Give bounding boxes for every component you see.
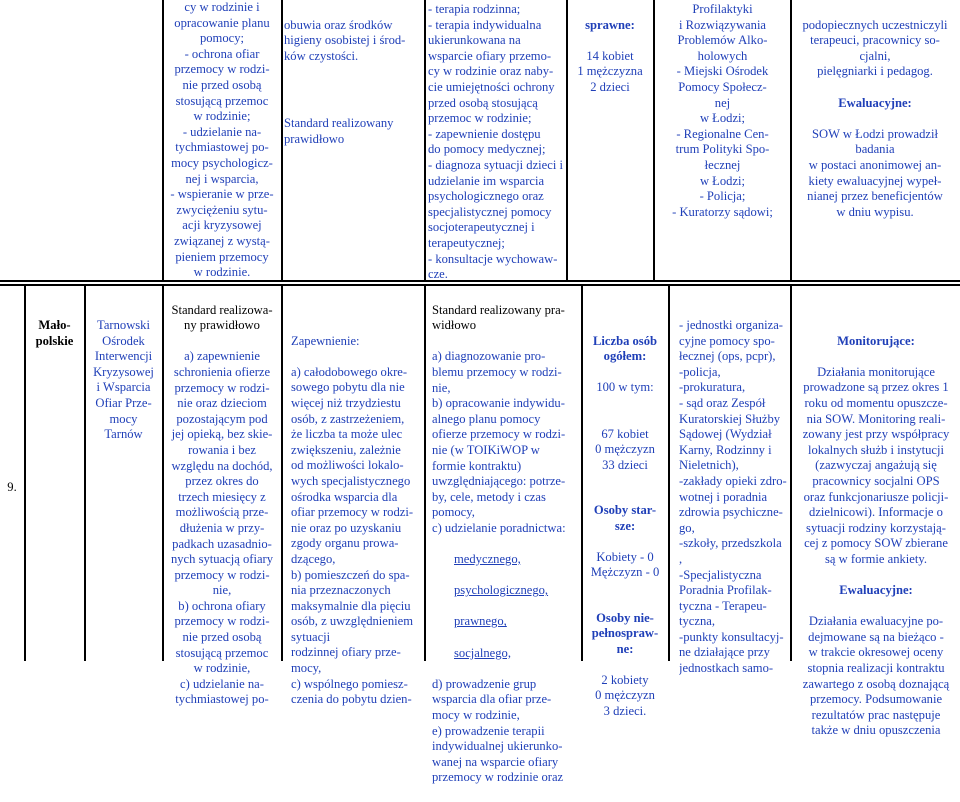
disabled-label: Osoby nie- pełnospraw- ne:: [591, 610, 659, 656]
shelter-standard-items: a) zapewnienie schronienia ofierze przemocy w rodzi- nie oraz dzieciom pozostającym pod jej opieką, bez skie- rowania i bez względu na dochód, przez okres do trzech miesięcy z możliwością prze- dłużenia w przy- padkach uzasadnio- nych sytuacją ofiary przemocy w rodzi- nie, b) ochrona ofiary przemocy w rodzi- nie przed osobą stosującą przemoc w rodzinie, c) udzielanie na- tychmiastowej po-: [170, 349, 274, 707]
partner-institutions: Profilaktyki i Rozwiązywania Problemów Alko- holowych - Miejski Ośrodek Pomocy Społecz- nej w Łodzi; - Regionalne Cen- trum Polityki Spo- łecznej w Łodzi; - Policja; - Kuratorzy sądowi;: [672, 2, 773, 219]
evaluation-description: SOW w Łodzi prowadził badania w postaci anonimowej an- kiety ewaluacyjnej wypeł- nianej przez beneficjentów w dniu wypisu.: [807, 126, 943, 219]
evaluation-label: Ewaluacyjne:: [838, 95, 912, 110]
living-conditions-heading: Zapewnienie:: [291, 333, 360, 348]
total-value: 100 w tym:: [596, 380, 654, 395]
clothing-hygiene-text: [284, 2, 422, 163]
recipients-count: [568, 2, 652, 111]
col-line-3: [424, 0, 426, 280]
objectives-text: cy w rodzinie i opracowanie planu pomocy; - ochrona ofiar przemocy w rodzi- nie przed osobą stosującą przemoc w rodzinie; - udzielanie na- tychmiastowej po- mocy psychologicz- nej i wsparcia, - wspieranie w prze- zwyciężeniu sytu- acji kryzysowej związanej z wystą- pieniem przemocy w rodzinie.: [170, 0, 274, 280]
monitoring-text: Działania monitorujące prowadzone są przez okres 1 roku od momentu opuszcze- nia SOW. Monitoring reali- zowany jest przy współpracy lokalnych służb i instytucji (zazwyczaj angażują się pracownicy socjalni OPS oraz funkcjonariusze policji- dzielnicowi). Informacje o sytuacji rodziny korzystają- cej z pomocy SOW zbierane są w formie ankiety.: [802, 364, 950, 566]
services-standard-status: Standard realizowany pra- widłowo: [432, 302, 565, 333]
disabled-values: 2 kobiety 0 mężczyzn 3 dzieci.: [595, 672, 655, 719]
col-line-b3: [281, 284, 283, 661]
services-standard: [432, 287, 580, 802]
services-list: - terapia rodzinna; - terapia indywidualna ukierunkowana na wsparcie ofiary przemo- cy w rodzinie oraz naby- cie umiejętności ochrony przed osobą stosującą przemoc w rodzinie; - zapewnienie dostępu do pomocy medycznej; - diagnoza sytuacji dzieci i udzielanie im wsparcia psychologicznego oraz specjalistycznej pomocy socjoterapeutycznej i terapeutycznej; - konsultacje wychowaw- cze.: [428, 2, 563, 282]
row-number: 9.: [7, 480, 17, 494]
col-line-5: [653, 0, 655, 280]
beneficiary-counts: [583, 318, 667, 735]
row-separator: [0, 284, 960, 286]
partner-institutions-9: - jednostki organiza- cyjne pomocy spo- łecznej (ops, pcpr), -policja, -prokuratura, - sąd oraz Zespół Kuratorskiej Służby Sądowej (Wydział Karny, Rodzinny i Nieletnich), -zakłady opieki zdro- wotnej i poradnia zdrowia psychiczne- go, -szkoły, przedszkola , -Specjalistyczna Poradnia Profilak- tyczna - Terapeu- tyczna, -punkty konsultacyj- ne działające przy jednostkach samo-: [679, 318, 787, 676]
older-label: Osoby star- sze:: [593, 502, 657, 533]
services-counselling-item: psychologicznego,: [454, 583, 549, 598]
recipients-values: 14 kobiet 1 mężczyzna 2 dzieci: [577, 48, 643, 94]
recipients-label: sprawne:: [585, 17, 635, 32]
total-breakdown: 67 kobiet 0 mężczyzn 33 dzieci: [595, 426, 655, 472]
col-line-b7: [790, 284, 792, 661]
monitoring-label: Monitorujące:: [837, 333, 915, 348]
standard-status: Standard realizowany prawidłowo: [284, 115, 394, 146]
shelter-standard-status: Standard realizowa- ny prawidłowo: [171, 302, 273, 333]
evaluation-text: [792, 2, 958, 236]
col-line-2: [281, 0, 283, 280]
col-line-b4: [424, 284, 426, 661]
evaluation-label-9: Ewaluacyjne:: [839, 583, 913, 598]
total-label: Liczba osób ogółem:: [592, 333, 658, 364]
evaluation-text-9: Działania ewaluacyjne po- dejmowane są na bieżąco - w trakcie okresowej oceny stopnia realizacji kontraktu zawartego z osobą doznającą przemocy. Podsumowanie rezultatów prac następuje także w dniu opuszczenia: [802, 614, 950, 738]
services-counselling-item: medycznego,: [454, 552, 521, 567]
evaluation-participants: podopiecznych uczestniczyli terapeuci, pracownicy so- cjalni, pielęgniarki i pedagog.: [802, 17, 948, 79]
monitoring-evaluation: [793, 318, 959, 755]
services-items-b: d) prowadzenie grup wsparcia dla ofiar prze- mocy w rodzinie, e) prowadzenie terapii indywidualnej ukierunko- wanej na wsparcie ofiary przemocy w rodzinie oraz: [432, 676, 564, 785]
institution-name: Tarnowski Ośrodek Interwencji Kryzysowej i Wsparcia Ofiar Prze- mocy Tarnów: [93, 318, 154, 442]
services-items-a: a) diagnozowanie pro- blemu przemocy w rodzi- nie, b) opracowanie indywidu- alnego planu pomocy ofierze przemocy w rodzi- nie (w TOIKiWOP w formie kontraktu) uwzględniającego: potrze- by, cele, metody i czas pomocy, c) udzielanie poradnictwa:: [432, 349, 566, 535]
region-name: Mało- polskie: [35, 318, 74, 348]
living-conditions-items: a) całodobowego okre- sowego pobytu dla nie więcej niż trzydziestu osób, z zastrzeżeniem, że liczba ta może ulec zwiększeniu, zależnie od możliwości lokalo- wych specjalistycznego ośrodka wsparcia dla ofiar przemocy w rodzi- nie oraz po uzyskaniu zgody organu prowa- dzącego, b) pomieszczeń do spa- nia przeznaczonych maksymalnie dla pięciu osób, z uwzględnieniem sytuacji rodzinnej ofiary prze- mocy, c) wspólnego pomiesz- czenia do pobytu dzien-: [291, 364, 414, 707]
col-line-b6: [668, 284, 670, 661]
clothing-hygiene-items: obuwia oraz środków higieny osobistej i środ- ków czystości.: [284, 17, 406, 63]
services-counselling-item: prawnego,: [454, 614, 507, 629]
shelter-standard: [164, 287, 280, 724]
services-counselling-item: socjalnego,: [454, 645, 512, 660]
older-values: Kobiety - 0 Mężczyzn - 0: [590, 549, 660, 580]
living-conditions: [291, 318, 423, 723]
